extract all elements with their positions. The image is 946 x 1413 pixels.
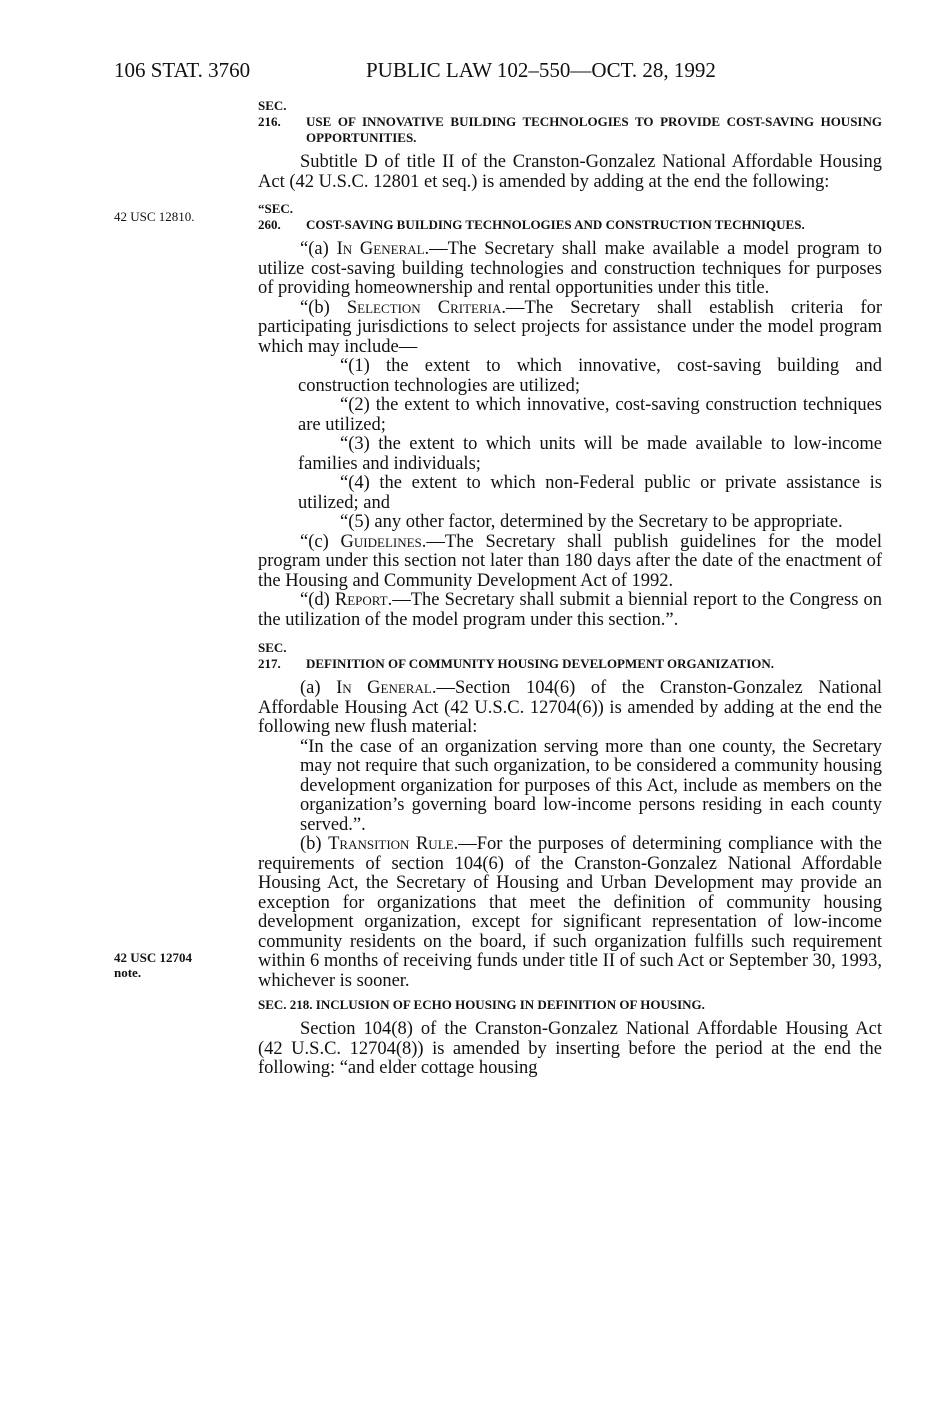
list-item: “(1) the extent to which innovative, cost-saving building and construction technologies are utilized; xyxy=(298,356,882,396)
subsection-lead: “(b) xyxy=(300,297,347,318)
list-item: “(3) the extent to which units will be made available to low-income families and individuals; xyxy=(298,434,882,474)
quoted-flush-material: “In the case of an organization serving more than one county, the Secretary may not require that such organization, to be considered a community housing development organization for purposes of this Act, include as members on the organization’s governing board low-income persons residing in each county served.”. xyxy=(300,736,882,835)
subsection-text: .—The Secretary shall submit a biennial report to the Congress on the utilization of the model program under this section.”. xyxy=(258,590,882,630)
section-title: INCLUSION OF ECHO HOUSING IN DEFINITION OF HOUSING. xyxy=(315,997,705,1012)
subsection-heading: Transition Rule xyxy=(328,834,454,854)
subsection-text: .—The Secretary shall publish guidelines for the model program under this section not later than 180 days after the date of the enactment of the Housing and Community Development Act of 1992. xyxy=(258,531,882,591)
subsection-text: .—The Secretary shall establish criteria for participating jurisdictions to select projects for assistance under the model program which may include— xyxy=(258,297,882,357)
paragraph: Subtitle D of title II of the Cranston-Gonzalez National Affordable Housing Act (42 U.S.C. 12801 et seq.) is amended by adding at the end the following: xyxy=(258,152,882,192)
subsection-text: .—For the purposes of determining compliance with the requirements of section 104(6) of the Cranston-Gonzalez National Affordable Housing Act, the Secretary of Housing and Urban Development may provide an exception for organizations that meet the definition of community housing development organization, except for significant representation of low-income community residents on the board, if such organization fulfills such requirement within 6 months of receiving funds under title II of such Act or September 30, 1993, whichever is sooner. xyxy=(258,834,882,991)
section-number: SEC. 217. xyxy=(258,640,287,671)
section-title: DEFINITION OF COMMUNITY HOUSING DEVELOPMENT ORGANIZATION. xyxy=(306,656,775,671)
subsection-text: .—Section 104(6) of the Cranston-Gonzalez National Affordable Housing Act (42 U.S.C. 12704(6)) is amended by adding at the end the following new flush material: xyxy=(258,678,882,737)
subsection-heading: In General xyxy=(336,239,425,259)
subsection-c xyxy=(258,533,882,592)
page-header-stat: 106 STAT. 3760 xyxy=(114,58,251,82)
section-heading-217 xyxy=(258,640,882,672)
page-header-law: PUBLIC LAW 102–550—OCT. 28, 1992 xyxy=(366,58,716,82)
section-number: “SEC. 260. xyxy=(258,201,294,232)
margin-note-line: 42 USC 12704 xyxy=(114,950,193,965)
subsection-heading: Selection Criteria xyxy=(346,297,502,318)
subsection-heading: Guidelines xyxy=(340,531,422,552)
section-heading-260 xyxy=(258,201,882,233)
subsection-heading: In General xyxy=(336,678,432,698)
list-item: “(4) the extent to which non-Federal public or private assistance is utilized; and xyxy=(298,473,882,513)
subsection-lead: “(a) xyxy=(300,239,337,259)
section-title: USE OF INNOVATIVE BUILDING TECHNOLOGIES TO PROVIDE COST-SAVING HOUSING OPPORTUNITIES. xyxy=(306,114,882,145)
paragraph: Section 104(8) of the Cranston-Gonzalez National Affordable Housing Act (42 U.S.C. 12704(8)) is amended by inserting before the period at the end the following: “and elder cottage housing xyxy=(258,1019,882,1078)
document-body xyxy=(258,94,882,1079)
subsection-lead: (a) xyxy=(300,678,337,698)
list-item: “(2) the extent to which innovative, cost-saving construction techniques are utilized; xyxy=(298,395,882,435)
subsection-lead: (b) xyxy=(300,834,329,854)
list-item: “(5) any other factor, determined by the Secretary to be appropriate. xyxy=(340,512,843,532)
section-heading-216 xyxy=(258,98,882,146)
subsection-b xyxy=(258,835,882,991)
section-title: COST-SAVING BUILDING TECHNOLOGIES AND CONSTRUCTION TECHNIQUES. xyxy=(306,217,805,232)
subsection-heading: Report xyxy=(334,590,388,610)
section-number: SEC. 218. xyxy=(258,997,313,1012)
section-heading-218 xyxy=(258,997,882,1013)
subsection-text: .—The Secretary shall make available a model program to utilize cost-saving building technologies and construction techniques for purposes of providing homeownership and rental opportunities under this title. xyxy=(258,239,882,298)
subsection-a xyxy=(258,679,882,738)
subsection-lead: “(c) xyxy=(300,531,341,552)
subsection-a xyxy=(258,240,882,299)
margin-note-usc-12810: 42 USC 12810. xyxy=(114,209,195,224)
margin-note-usc-12704 xyxy=(114,950,192,980)
margin-note-line: note. xyxy=(114,965,142,980)
subsection-lead: “(d) xyxy=(300,590,335,610)
subsection-b xyxy=(258,299,882,358)
subsection-d xyxy=(258,591,882,630)
section-number: SEC. 216. xyxy=(258,98,287,129)
